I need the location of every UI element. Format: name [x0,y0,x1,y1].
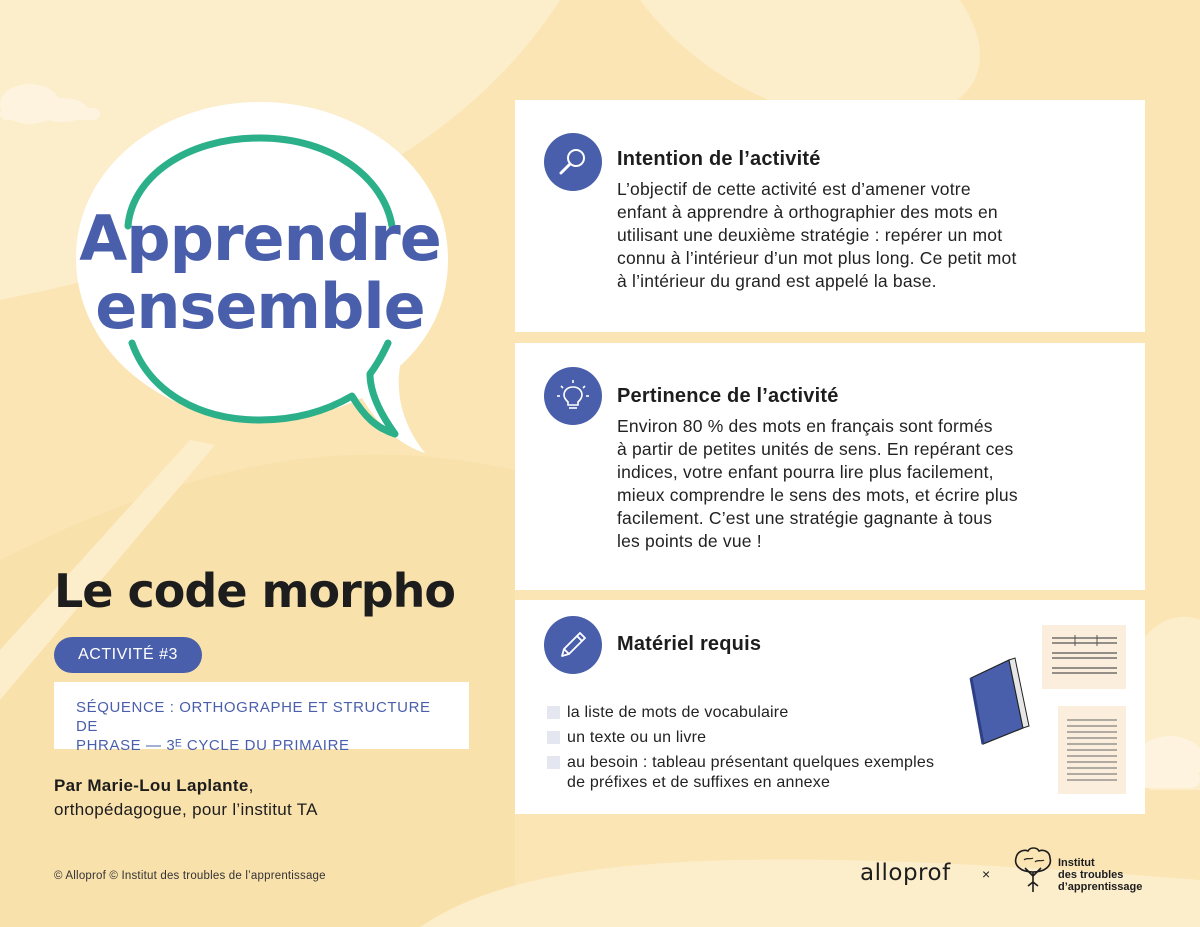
body-line: enfant à apprendre à orthographier des mots en [617,202,998,222]
magnifier-icon [544,133,602,191]
lightbulb-icon [544,367,602,425]
tree-brain-icon [1010,846,1056,894]
body-line: utilisant une deuxième stratégie : repérer un mot [617,225,1003,245]
pencil-icon [544,616,602,674]
list-item [547,728,987,748]
ita-line: d’apprentissage [1058,881,1143,893]
sequence-line: SÉQUENCE : ORTHOGRAPHE ET STRUCTURE DE [76,699,431,735]
body-line: à partir de petites unités de sens. En repérant ces [617,439,1014,459]
copyright: © Alloprof © Institut des troubles de l’apprentissage [54,870,326,882]
body-line: mieux comprendre le sens des mots, et écrire plus [617,485,1018,505]
checkbox[interactable] [547,706,560,719]
pertinence-body [617,415,1117,553]
body-line: indices, votre enfant pourra lire plus facilement, [617,462,994,482]
materiel-card [515,600,1145,814]
checkbox[interactable] [547,731,560,744]
intention-card [515,100,1145,332]
intention-title: Intention de l’activité [617,148,821,170]
intention-body [617,178,1117,293]
body-line: facilement. C’est une stratégie gagnante à tous [617,508,993,528]
ita-line: des troubles [1058,869,1124,881]
materials-illustration [965,620,1145,800]
list-item-text: un texte ou un livre [567,729,707,746]
list-item-text: au besoin : tableau présentant quelques exemples [567,754,935,771]
book-icon [971,658,1029,744]
list-item [547,703,987,723]
body-line: les points de vue ! [617,531,762,551]
sequence-line: PHRASE — 3ᴱ CYCLE DU PRIMAIRE [76,737,350,754]
list-item [547,753,987,793]
body-line: Environ 80 % des mots en français sont formés [617,416,993,436]
list-item-text: la liste de mots de vocabulaire [567,704,789,721]
speech-bubble [70,98,450,458]
text-sheet-icon [1058,706,1126,794]
ita-logo-text [1058,857,1142,893]
author-name: Par Marie-Lou Laplante [54,776,249,795]
bubble-title-line1: Apprendre [79,202,441,275]
sequence-box [54,682,469,754]
materiel-list [547,703,987,798]
bubble-title-line2: ensemble [95,270,425,343]
ita-line: Institut [1058,857,1095,869]
pertinence-card [515,343,1145,590]
list-item-text: de préfixes et de suffixes en annexe [567,774,831,791]
times-sign: × [982,866,991,882]
page-title: Le code morpho [54,564,456,618]
author-role: orthopédagogue, pour l’institut TA [54,800,318,819]
body-line: L’objectif de cette activité est d’amener votre [617,179,971,199]
author: Par Marie-Lou Laplante, orthopédagogue, pour l’institut TA [54,774,318,822]
table-sheet-icon [1042,625,1126,689]
pertinence-title: Pertinence de l’activité [617,385,839,407]
materiel-title: Matériel requis [617,633,762,655]
checkbox[interactable] [547,756,560,769]
activity-badge: ACTIVITÉ #3 [54,637,202,673]
body-line: connu à l’intérieur d’un mot plus long. Ce petit mot [617,248,1017,268]
alloprof-logo: alloprof [860,860,951,886]
body-line: à l’intérieur du grand est appelé la base. [617,271,937,291]
